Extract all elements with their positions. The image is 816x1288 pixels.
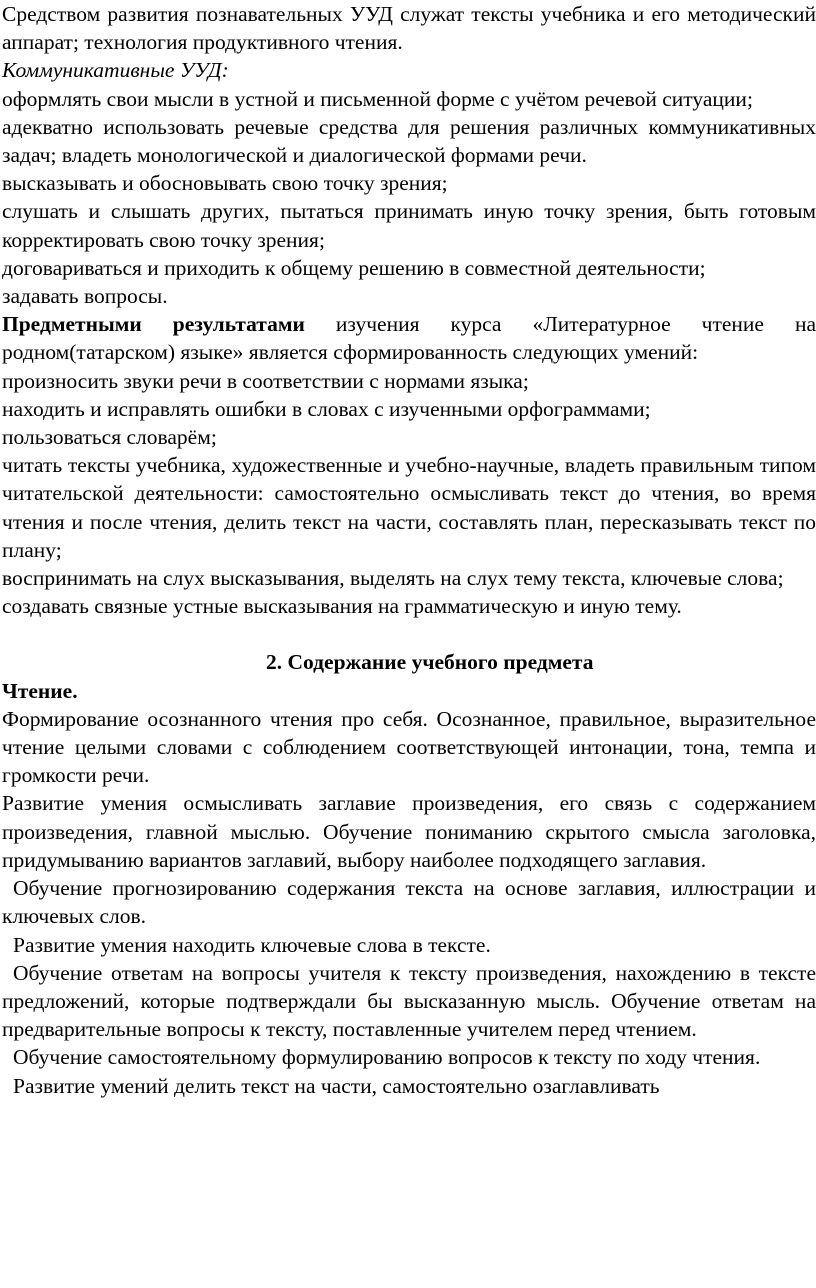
communicative-item: задавать вопросы. bbox=[2, 284, 168, 309]
communicative-item: адекватно использовать речевые средства для решения различных коммуникативных задач; владеть монологической и диалогической формами речи. bbox=[2, 114, 816, 168]
communicative-item: договариваться и приходить к общему решению в совместной деятельности; bbox=[2, 255, 706, 280]
subject-results-item: пользоваться словарём; bbox=[2, 425, 217, 450]
communicative-title: Коммуникативные УУД: bbox=[2, 58, 229, 83]
content-paragraph-indented: Обучение ответам на вопросы учителя к тексту произведения, нахождению в тексте предложений, которые подтверждали бы высказанную мысль. Обучение ответам на предварительные вопросы к тексту, поставленные учителем перед чтением. bbox=[2, 960, 816, 1042]
communicative-item: оформлять свои мысли в устной и письменной форме с учётом речевой ситуации; bbox=[2, 86, 753, 111]
intro-paragraph: Средством развития познавательных УУД служат тексты учебника и его методический аппарат; технология продуктивного чтения. bbox=[2, 2, 816, 55]
subject-results-item: создавать связные устные высказывания на грамматическую и иную тему. bbox=[2, 594, 682, 619]
subject-results-lead bbox=[2, 310, 816, 366]
subject-results-item: воспринимать на слух высказывания, выделять на слух тему текста, ключевые слова; bbox=[2, 566, 784, 591]
section-heading: 2. Содержание учебного предмета bbox=[266, 650, 594, 675]
content-paragraph-indented: Обучение прогнозированию содержания текста на основе заглавия, иллюстрации и ключевых слов. bbox=[2, 876, 816, 929]
content-paragraph: Развитие умения осмысливать заглавие произведения, его связь с содержанием произведения, главной мыслью. Обучение пониманию скрытого смысла заголовка, придумыванию вариантов заглавий, выбору наиболее подходящего заглавия. bbox=[2, 791, 816, 872]
subject-results-item: произносить звуки речи в соответствии с нормами языка; bbox=[2, 368, 529, 393]
content-paragraph-indented: Развитие умений делить текст на части, самостоятельно озаглавливать bbox=[13, 1073, 660, 1098]
communicative-item: слушать и слышать других, пытаться принимать иную точку зрения, быть готовым корректировать свою точку зрения; bbox=[2, 199, 816, 252]
content-paragraph-indented: Развитие умения находить ключевые слова в тексте. bbox=[13, 932, 491, 957]
content-paragraph: Формирование осознанного чтения про себя. Осознанное, правильное, выразительное чтение целыми словами с соблюдением соответствующей интонации, тона, темпа и громкости речи. bbox=[2, 706, 816, 788]
subject-results-lead-rest: изучения курса «Литературное чтение на родном(татарском) языке» является сформированность следующих умений: bbox=[2, 312, 816, 365]
section-subheading: Чтение. bbox=[2, 678, 78, 703]
subject-results-lead-bold: Предметными результатами bbox=[2, 312, 305, 337]
subject-results-item: находить и исправлять ошибки в словах с изученными орфограммами; bbox=[2, 396, 651, 421]
communicative-item: высказывать и обосновывать свою точку зрения; bbox=[2, 171, 448, 196]
subject-results-item: читать тексты учебника, художественные и учебно-научные, владеть правильным типом читательской деятельности: самостоятельно осмысливать текст до чтения, во время чтения и после чтения, делить текст на части, составлять план, пересказывать текст по плану; bbox=[2, 453, 816, 562]
content-paragraph-indented: Обучение самостоятельному формулированию вопросов к тексту по ходу чтения. bbox=[13, 1045, 761, 1070]
